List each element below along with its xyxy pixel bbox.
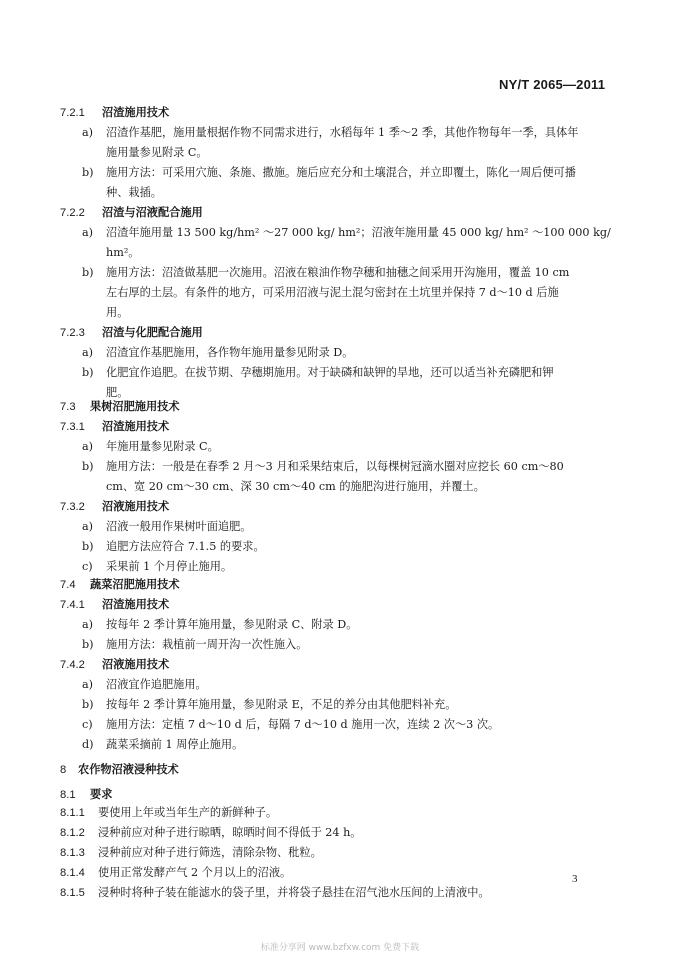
list-item-line <box>0 715 680 735</box>
section-heading <box>0 595 680 615</box>
list-item-label: a) <box>82 440 94 453</box>
clause <box>0 863 680 883</box>
section-number: 7.2.1 <box>60 107 85 119</box>
section-heading <box>0 497 680 517</box>
section-title: 蔬菜沼肥施用技术 <box>90 578 180 591</box>
list-item-line <box>0 143 680 163</box>
clause <box>0 803 680 823</box>
section-number: 7.4.1 <box>60 599 85 611</box>
clause-number: 8.1.4 <box>60 867 85 879</box>
section-heading <box>0 655 680 675</box>
list-item-text: hm²。 <box>106 246 140 259</box>
list-item-text: 追肥方法应符合 7.1.5 的要求。 <box>106 540 265 553</box>
section-heading <box>0 203 680 223</box>
list-item-label: c) <box>82 718 93 731</box>
list-item-text: 左右厚的土层。有条件的地方，可采用沼液与泥土混匀密封在土坑里并保持 7 d～10 d 后施 <box>106 286 559 299</box>
section-number: 7.4 <box>60 579 76 591</box>
list-item-text: 施用方法：可采用穴施、条施、撒施。施后应充分和土壤混合，并立即覆土，陈化一周后便可播 <box>106 166 576 179</box>
section-title: 农作物沼液浸种技术 <box>78 763 179 776</box>
clause-text: 使用正常发酵产气 2 个月以上的沼液。 <box>98 866 292 879</box>
list-item-text: 沼液宜作追肥施用。 <box>106 678 207 691</box>
list-item-text: 沼渣作基肥，施用量根据作物不同需求进行，水稻每年 1 季～2 季，其他作物每年一季，具体年 <box>106 126 579 139</box>
list-item-line <box>0 735 680 755</box>
list-item-text: 种、栽插。 <box>106 186 162 199</box>
section-title: 沼渣施用技术 <box>102 106 170 119</box>
list-item-line <box>0 223 680 243</box>
list-item-text: 沼渣宜作基肥施用，各作物年施用量参见附录 D。 <box>106 346 354 359</box>
clause-number: 8.1.3 <box>60 847 85 859</box>
list-item-line <box>0 183 680 203</box>
list-item-text: 施用方法：定植 7 d～10 d 后，每隔 7 d～10 d 施用一次，连续 2 次～3 次。 <box>106 718 500 731</box>
section-title: 要求 <box>90 788 113 801</box>
list-item-text: 蔬菜采摘前 1 周停止施用。 <box>106 738 244 751</box>
section-number: 8 <box>60 764 67 776</box>
section-number: 7.3.1 <box>60 421 85 433</box>
list-item-line <box>0 695 680 715</box>
list-item-label: a) <box>82 346 94 359</box>
section-title: 沼渣施用技术 <box>102 598 170 611</box>
list-item-label: d) <box>82 738 94 751</box>
section-heading <box>0 397 680 417</box>
list-item-line <box>0 123 680 143</box>
section-number: 7.3.2 <box>60 501 85 513</box>
list-item-label: a) <box>82 678 94 691</box>
list-item-label: a) <box>82 520 94 533</box>
list-item-text: 按每年 2 季计算年施用量，参见附录 E，不足的养分由其他肥料补充。 <box>106 698 457 711</box>
list-item-label: b) <box>82 698 94 711</box>
list-item-text: 化肥宜作追肥。在拔节期、孕穗期施用。对于缺磷和缺钾的旱地，还可以适当补充磷肥和钾 <box>106 366 554 379</box>
clause-number: 8.1.1 <box>60 807 85 819</box>
clause-number: 8.1.5 <box>60 887 85 899</box>
clause-text: 浸种前应对种子进行筛选，清除杂物、秕粒。 <box>98 846 322 859</box>
list-item-line <box>0 163 680 183</box>
list-item-text: 施用方法：沼渣做基肥一次施用。沼液在粮油作物孕穗和抽穗之间采用开沟施用，覆盖 10 cm <box>106 266 570 279</box>
page-number: 3 <box>572 873 578 885</box>
list-item-label: b) <box>82 460 94 473</box>
list-item-line <box>0 243 680 263</box>
section-number: 7.2.2 <box>60 207 85 219</box>
section-number: 7.2.3 <box>60 327 85 339</box>
list-item-line <box>0 477 680 497</box>
section-heading <box>0 785 680 805</box>
list-item-text: cm、宽 20 cm～30 cm、深 30 cm～40 cm 的施肥沟进行施用，并覆土。 <box>106 480 485 493</box>
list-item-line <box>0 283 680 303</box>
list-item-text: 用。 <box>106 306 129 319</box>
clause <box>0 883 680 903</box>
list-item-text: 年施用量参见附录 C。 <box>106 440 219 453</box>
list-item-line <box>0 263 680 283</box>
section-title: 沼渣施用技术 <box>102 420 170 433</box>
section-title: 沼液施用技术 <box>102 658 170 671</box>
list-item-label: b) <box>82 366 94 379</box>
list-item-label: b) <box>82 166 94 179</box>
list-item-line <box>0 557 680 577</box>
list-item-label: b) <box>82 266 94 279</box>
list-item-text: 按每年 2 季计算年施用量，参见附录 C、附录 D。 <box>106 618 358 631</box>
section-number: 8.1 <box>60 789 76 801</box>
clause <box>0 843 680 863</box>
section-heading <box>0 103 680 123</box>
list-item-text: 采果前 1 个月停止施用。 <box>106 560 233 573</box>
list-item-line <box>0 303 680 323</box>
list-item-line <box>0 537 680 557</box>
list-item-label: a) <box>82 226 94 239</box>
clause-text: 浸种前应对种子进行晾晒，晾晒时间不得低于 24 h。 <box>98 826 362 839</box>
section-heading <box>0 575 680 595</box>
section-heading <box>0 417 680 437</box>
list-item-line <box>0 363 680 383</box>
list-item-label: b) <box>82 540 94 553</box>
section-number: 7.4.2 <box>60 659 85 671</box>
list-item-label: a) <box>82 618 94 631</box>
section-title: 沼渣与沼液配合施用 <box>102 206 203 219</box>
clause-text: 浸种时将种子装在能滤水的袋子里，并将袋子悬挂在沼气池水压间的上清液中。 <box>98 886 490 899</box>
list-item-text: 施用方法：栽植前一周开沟一次性施入。 <box>106 638 308 651</box>
clause-number: 8.1.2 <box>60 827 85 839</box>
list-item-line <box>0 635 680 655</box>
list-item-text: 肥。 <box>106 386 129 399</box>
clause-text: 要使用上年或当年生产的新鲜种子。 <box>98 806 278 819</box>
list-item-line <box>0 517 680 537</box>
section-title: 沼渣与化肥配合施用 <box>102 326 203 339</box>
list-item-line <box>0 675 680 695</box>
section-heading <box>0 323 680 343</box>
section-title: 果树沼肥施用技术 <box>90 400 180 413</box>
list-item-label: c) <box>82 560 93 573</box>
list-item-line <box>0 437 680 457</box>
watermark: 标准分享网 www.bzfxw.com 免费下载 <box>260 943 420 953</box>
list-item-label: a) <box>82 126 94 139</box>
list-item-line <box>0 615 680 635</box>
list-item-line <box>0 457 680 477</box>
standard-number-header: NY/T 2065—2011 <box>499 77 606 92</box>
section-title: 沼液施用技术 <box>102 500 170 513</box>
list-item-text: 沼渣年施用量 13 500 kg/hm² ～27 000 kg/ hm²；沼液年施用量 45 000 kg/ hm² ～100 000 kg/ <box>106 226 611 239</box>
list-item-text: 施用方法：一般是在春季 2 月～3 月和采果结束后，以每棵树冠滴水圈对应挖长 60 cm～80 <box>106 460 564 473</box>
list-item-line <box>0 343 680 363</box>
list-item-label: b) <box>82 638 94 651</box>
list-item-text: 施用量参见附录 C。 <box>106 146 208 159</box>
list-item-text: 沼液一般用作果树叶面追肥。 <box>106 520 252 533</box>
section-number: 7.3 <box>60 401 76 413</box>
clause <box>0 823 680 843</box>
section-heading <box>0 760 680 780</box>
